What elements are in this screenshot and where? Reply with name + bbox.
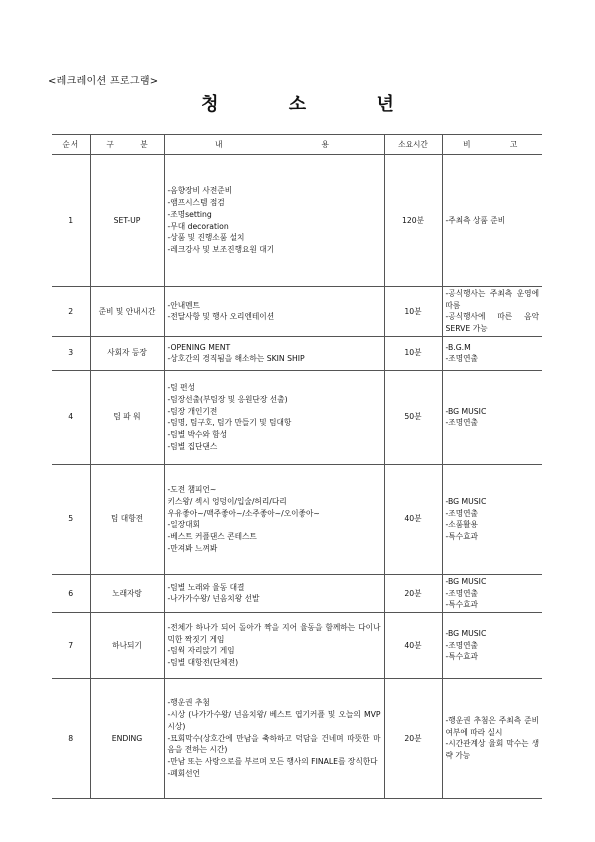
content-item: -상품 및 진행소품 설치	[167, 233, 245, 243]
content-item: 우유좋아~/맥주좋아~/소주좋아~/오이좋아~	[167, 508, 320, 518]
row-category: ENDING	[90, 678, 164, 798]
row-num: 8	[52, 678, 90, 798]
row-num: 7	[52, 612, 90, 678]
row-time: 120분	[384, 155, 442, 287]
content-item: -일장대회	[167, 520, 200, 530]
header-time: 소요시간	[384, 135, 442, 155]
note-item: -조명연출	[445, 640, 478, 650]
header-note-right: 고	[509, 139, 522, 149]
content-item: -무대 decoration	[167, 221, 229, 231]
table-row	[52, 464, 542, 574]
row-content	[164, 678, 384, 798]
content-item: -앰프시스템 점검	[167, 198, 225, 208]
row-content	[164, 612, 384, 678]
note-item: -시간관계상 율회 막수는 생략 가능	[445, 739, 539, 761]
content-item: -베스트 커플댄스 콘테스트	[167, 532, 257, 542]
row-note	[442, 574, 542, 612]
row-num: 5	[52, 464, 90, 574]
row-content	[164, 464, 384, 574]
row-category: 팀 파 워	[90, 370, 164, 464]
row-note	[442, 678, 542, 798]
note-item: -조명연출	[445, 508, 478, 518]
recreation-program-table	[52, 134, 542, 799]
content-item: -팀별 대항전(단체전)	[167, 658, 239, 668]
content-item: -팀별 노래와 율동 대결	[167, 582, 245, 592]
note-item: -BG MUSIC	[445, 628, 487, 638]
note-item: -특수효과	[445, 652, 478, 662]
row-note	[442, 155, 542, 287]
row-num: 1	[52, 155, 90, 287]
content-item: -팀 편성	[167, 383, 195, 393]
table-row	[52, 370, 542, 464]
row-note	[442, 464, 542, 574]
table-row	[52, 336, 542, 370]
content-item: -팀명, 팀구호, 팀가 만들기 및 팀대항	[167, 418, 292, 428]
page-title: 청 소 년	[201, 94, 426, 115]
table-row	[52, 287, 542, 337]
table-body	[52, 155, 542, 799]
note-item: -조명연출	[445, 354, 478, 364]
note-item: -BG MUSIC	[445, 406, 487, 416]
row-num: 4	[52, 370, 90, 464]
note-item: -공식행사는 주최측 운영에 따름	[445, 289, 539, 310]
row-num: 3	[52, 336, 90, 370]
content-item: -팀장선출(부팀장 및 응원단장 선출)	[167, 394, 288, 404]
content-item: -안내멘트	[167, 300, 200, 310]
row-category: 하나되기	[90, 612, 164, 678]
note-item: -소품활용	[445, 520, 478, 530]
row-content	[164, 336, 384, 370]
row-note	[442, 336, 542, 370]
content-item: 키스왕/ 섹시 엉덩이/입술/허리/다리	[167, 496, 287, 506]
content-item: -음향장비 사전준비	[167, 186, 233, 196]
header-content	[164, 135, 384, 155]
content-item: -레크강사 및 보조진행요원 대기	[167, 244, 275, 254]
row-time: 10분	[384, 336, 442, 370]
row-time: 20분	[384, 574, 442, 612]
content-item: -전달사항 및 행사 오리엔테이션	[167, 312, 275, 322]
note-item: -B.G.M	[445, 342, 471, 352]
content-item: -팀별 박수와 함성	[167, 430, 228, 440]
row-category: SET-UP	[90, 155, 164, 287]
row-time: 50분	[384, 370, 442, 464]
content-item: -행운권 추첨	[167, 698, 210, 708]
content-item: -묘회막수(상호간에 만남을 축하하고 덕담을 건네며 따뜻한 마음을 전하는 시간)	[167, 733, 381, 755]
content-item: -팀장 개인기전	[167, 406, 218, 416]
row-note	[442, 612, 542, 678]
table-row	[52, 574, 542, 612]
header-content-right: 용	[321, 139, 333, 149]
table-row	[52, 612, 542, 678]
row-category: 팀 대항전	[90, 464, 164, 574]
header-num: 순서	[52, 135, 90, 155]
content-item: -전체가 하나가 되어 돌아가 짝을 지어 율동을 함께하는 다이나믹한 짝짓기 게임	[167, 623, 381, 644]
row-category: 준비 및 안내시간	[90, 287, 164, 337]
note-item: -BG MUSIC	[445, 576, 487, 586]
content-item: -만져봐 느껴봐	[167, 543, 218, 553]
header-category: 구 분	[90, 135, 164, 155]
content-item: -나가가수왕/ 넌음치왕 선발	[167, 594, 260, 604]
note-item: -주최측 상품 준비	[445, 215, 506, 225]
content-item: -팀별 집단댄스	[167, 441, 218, 451]
row-content	[164, 287, 384, 337]
content-item: -시상 (나가가수왕/ 넌음치왕/ 베스트 엽기커플 및 오늘의 MVP시상)	[167, 710, 381, 731]
content-item: -OPENING MENT	[167, 342, 231, 352]
table-header-row	[52, 135, 542, 155]
program-subtitle: <레크레이션 프로그램>	[48, 76, 159, 87]
row-num: 6	[52, 574, 90, 612]
header-note-left: 비	[463, 139, 475, 149]
content-item: -만남 또는 사랑으로를 부르며 모든 행사의 FINALE를 장식한다	[167, 756, 378, 766]
content-item: -팀웍 자리앉기 게임	[167, 646, 235, 656]
note-item: -조명연출	[445, 588, 478, 598]
note-item: -조명연출	[445, 418, 478, 428]
note-item: -행운권 추첨은 주최측 준비여부에 따라 실시	[445, 716, 539, 737]
row-content	[164, 155, 384, 287]
table-row	[52, 678, 542, 798]
note-item: -공식행사에 따른 음악 SERVE 가능	[445, 312, 539, 334]
row-content	[164, 370, 384, 464]
row-note	[442, 370, 542, 464]
note-item: -BG MUSIC	[445, 496, 487, 506]
row-time: 20분	[384, 678, 442, 798]
row-time: 40분	[384, 464, 442, 574]
content-item: -조명setting	[167, 209, 212, 219]
row-content	[164, 574, 384, 612]
note-item: -특수효과	[445, 600, 478, 610]
row-category: 노래자랑	[90, 574, 164, 612]
content-item: -폐회선언	[167, 768, 200, 778]
row-num: 2	[52, 287, 90, 337]
row-category: 사회자 등장	[90, 336, 164, 370]
note-item: -특수효과	[445, 532, 478, 542]
content-item: -도전 챔피언~	[167, 485, 217, 495]
table-row	[52, 155, 542, 287]
header-note	[442, 135, 542, 155]
row-time: 40분	[384, 612, 442, 678]
row-note	[442, 287, 542, 337]
header-content-left: 내	[215, 139, 227, 149]
content-item: -상호간의 경직됨을 해소하는 SKIN SHIP	[167, 354, 305, 364]
row-time: 10분	[384, 287, 442, 337]
